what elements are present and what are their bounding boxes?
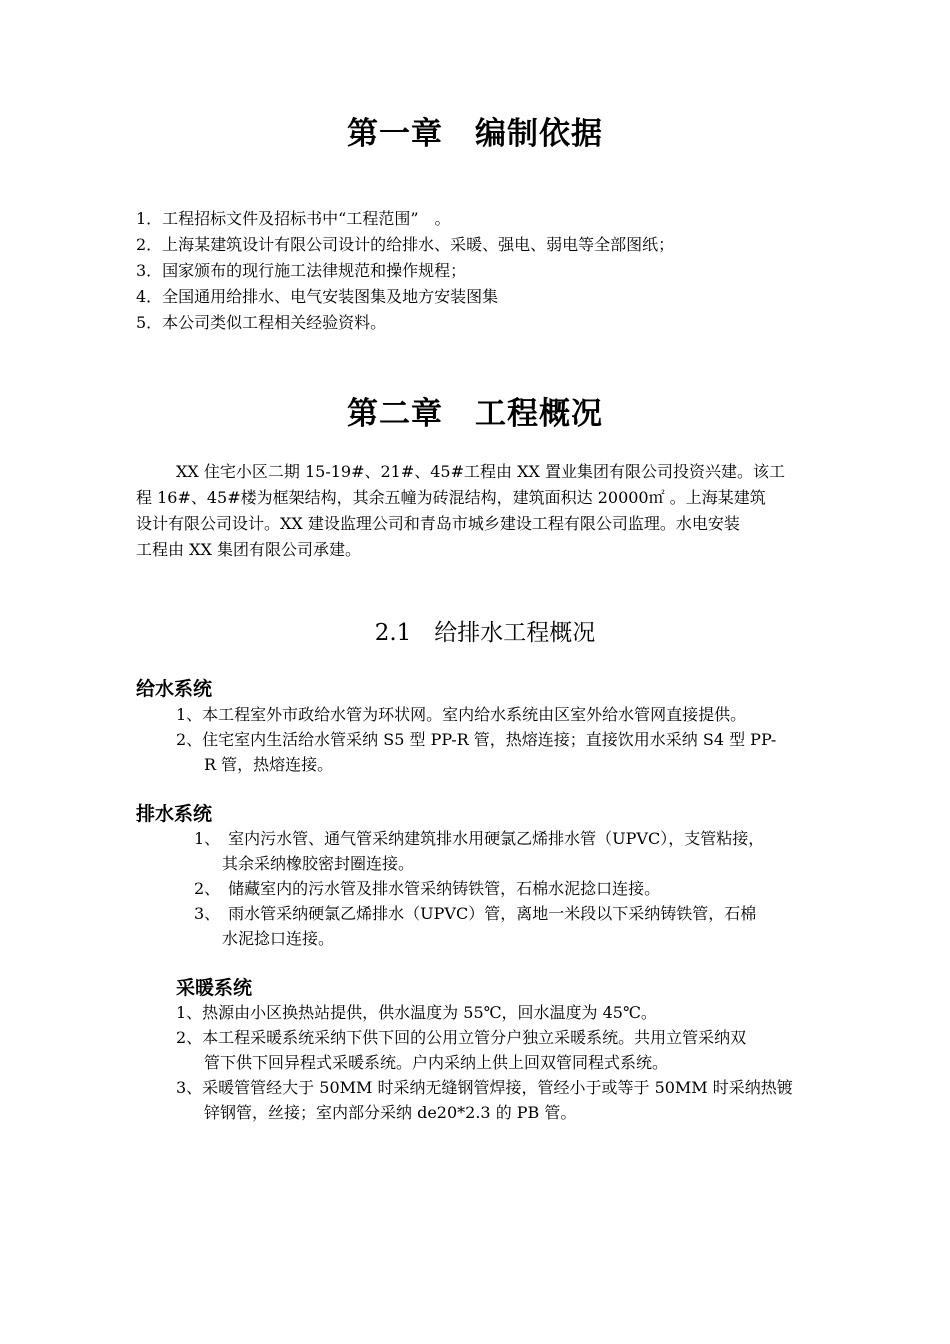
heating-line: 锌钢管，丝接；室内部分采纳 de20*2.3 的 PB 管。 [204, 1103, 577, 1122]
intro-line: XX 住宅小区二期 15-19#、21#、45#工程由 XX 置业集团有限公司投资兴建。该工 [176, 462, 785, 481]
intro-line: 设计有限公司设计。XX 建设监理公司和青岛市城乡建设工程有限公司监理。水电安装 [136, 514, 740, 533]
heating-line: 2、本工程采暖系统采纳下供下回的公用立管分户独立采暖系统。共用立管采纳双 [176, 1028, 747, 1047]
drainage-line: 其余采纳橡胶密封圈连接。 [222, 854, 415, 873]
chapter-2-title: 第二章 工程概况 [347, 396, 603, 432]
water-supply-heading: 给水系统 [136, 678, 213, 700]
water-supply-line: 2、住宅室内生活给水管采纳 S5 型 PP-R 管，热熔连接；直接饮用水采纳 S4 型 PP- [176, 730, 777, 749]
chapter-1-title: 第一章 编制依据 [347, 116, 603, 152]
drainage-heading: 排水系统 [136, 803, 213, 825]
basis-item: 4．全国通用给排水、电气安装图集及地方安装图集 [136, 287, 499, 306]
intro-line: 程 16#、45#楼为框架结构，其余五幢为砖混结构，建筑面积达 20000㎡ 。上海某建筑 [136, 488, 766, 507]
heating-line: 管下供下回异程式采暖系统。户内采纳上供上回双管同程式系统。 [204, 1053, 669, 1072]
drainage-line: 水泥捻口连接。 [222, 929, 335, 948]
heating-line: 3、采暖管管经大于 50MM 时采纳无缝钢管焊接，管经小于或等于 50MM 时采纳热镀 [176, 1078, 793, 1097]
heating-heading: 采暖系统 [176, 977, 253, 999]
water-supply-line: R 管，热熔连接。 [204, 755, 334, 774]
basis-item: 5．本公司类似工程相关经验资料。 [136, 313, 387, 332]
basis-item: 2．上海某建筑设计有限公司设计的给排水、采暖、强电、弱电等全部图纸； [136, 235, 675, 254]
water-supply-line: 1、本工程室外市政给水管为环状网。室内给水系统由区室外给水管网直接提供。 [176, 705, 747, 724]
basis-item: 3．国家颁布的现行施工法律规范和操作规程； [136, 261, 467, 280]
section-2-1-title: 2.1 给排水工程概况 [374, 620, 596, 646]
intro-line: 工程由 XX 集团有限公司承建。 [136, 540, 361, 559]
drainage-line: 1、 室内污水管、通气管采纳建筑排水用硬氯乙烯排水管（UPVC），支管粘接， [194, 829, 765, 848]
drainage-line: 2、 储藏室内的污水管及排水管采纳铸铁管，石棉水泥捻口连接。 [194, 879, 661, 898]
basis-item: 1．工程招标文件及招标书中“工程范围” 。 [136, 209, 451, 228]
heating-line: 1、热源由小区换热站提供，供水温度为 55℃，回水温度为 45℃。 [176, 1003, 657, 1022]
drainage-line: 3、 雨水管采纳硬氯乙烯排水（UPVC）管，离地一米段以下采纳铸铁管，石棉 [194, 904, 757, 923]
